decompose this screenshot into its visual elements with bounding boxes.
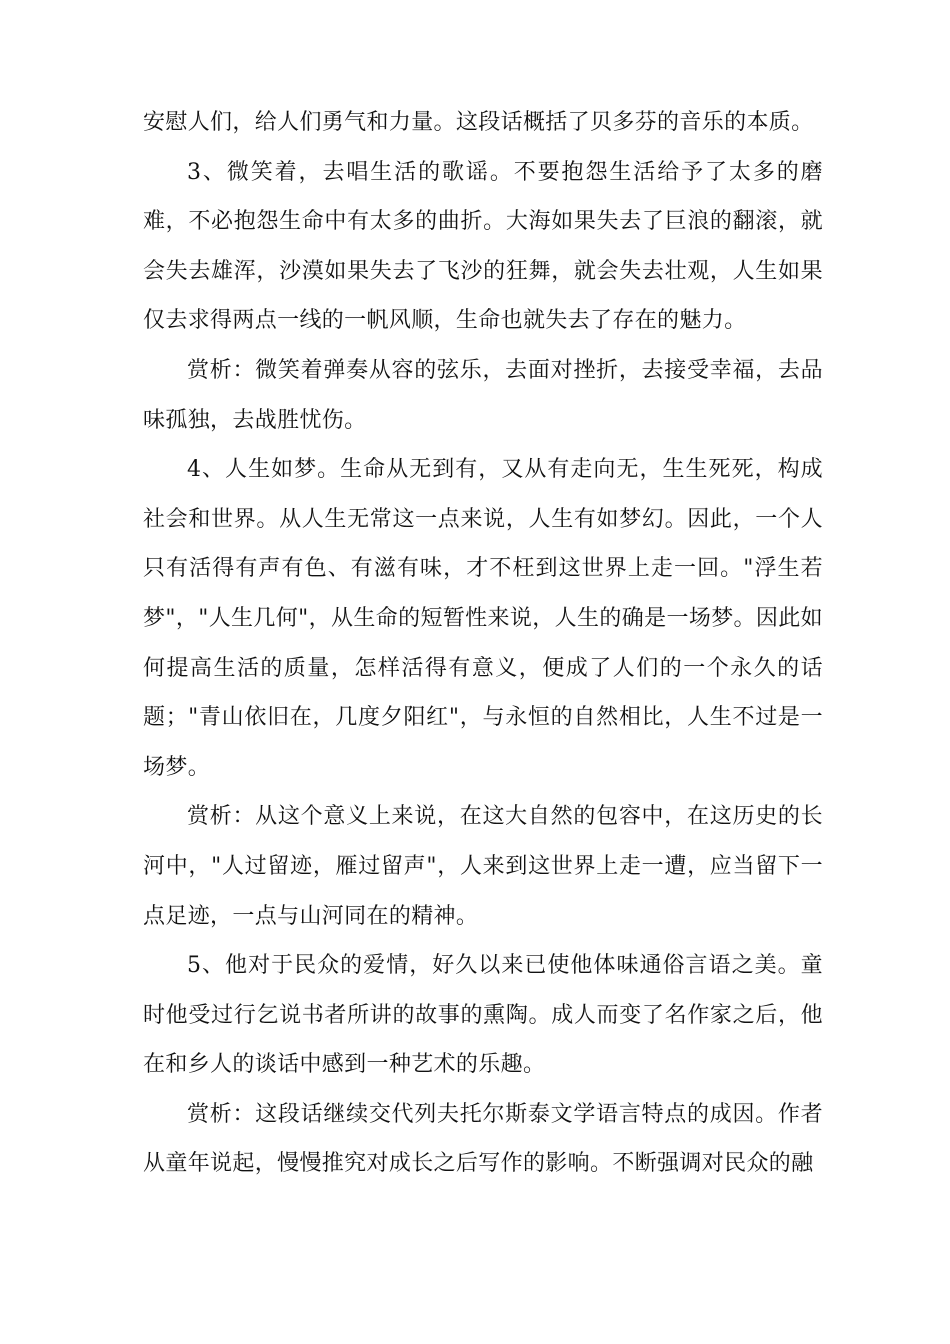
paragraph-analysis-5: 赏析：这段话继续交代列夫托尔斯泰文学语言特点的成因。作者从童年说起，慢慢推究对成长之后写作的影响。不断强调对民众的融	[143, 1101, 823, 1177]
paragraph-analysis-4: 赏析：从这个意义上来说，在这大自然的包容中，在这历史的长河中，"人过留迹，雁过留声"，人来到这世界上走一遭，应当留下一点足迹，一点与山河同在的精神。	[143, 804, 823, 929]
paragraph-continuation: 安慰人们，给人们勇气和力量。这段话概括了贝多芬的音乐的本质。	[143, 110, 814, 135]
paragraph-item-5: 5、他对于民众的爱情，好久以来已使他体味通俗言语之美。童时他受过行乞说书者所讲的故事的熏陶。成人而变了名作家之后，他在和乡人的谈话中感到一种艺术的乐趣。	[143, 953, 823, 1078]
paragraph-item-3: 3、微笑着，去唱生活的歌谣。不要抱怨生活给予了太多的磨难，不必抱怨生命中有太多的曲折。大海如果失去了巨浪的翻滚，就会失去雄浑，沙漠如果失去了飞沙的狂舞，就会失去壮观，人生如果仅去求得两点一线的一帆风顺，生命也就失去了存在的魅力。	[143, 159, 823, 334]
paragraph-item-4: 4、人生如梦。生命从无到有，又从有走向无，生生死死，构成社会和世界。从人生无常这一点来说，人生有如梦幻。因此，一个人只有活得有声有色、有滋有味，才不枉到这世界上走一回。"浮生若梦"，"人生几何"，从生命的短暂性来说，人生的确是一场梦。因此如何提高生活的质量，怎样活得有意义，便成了人们的一个永久的话题；"青山依旧在，几度夕阳红"，与永恒的自然相比，人生不过是一场梦。	[143, 457, 823, 780]
document-body	[143, 98, 823, 1189]
paragraph-analysis-3: 赏析：微笑着弹奏从容的弦乐，去面对挫折，去接受幸福，去品味孤独，去战胜忧伤。	[143, 357, 823, 433]
